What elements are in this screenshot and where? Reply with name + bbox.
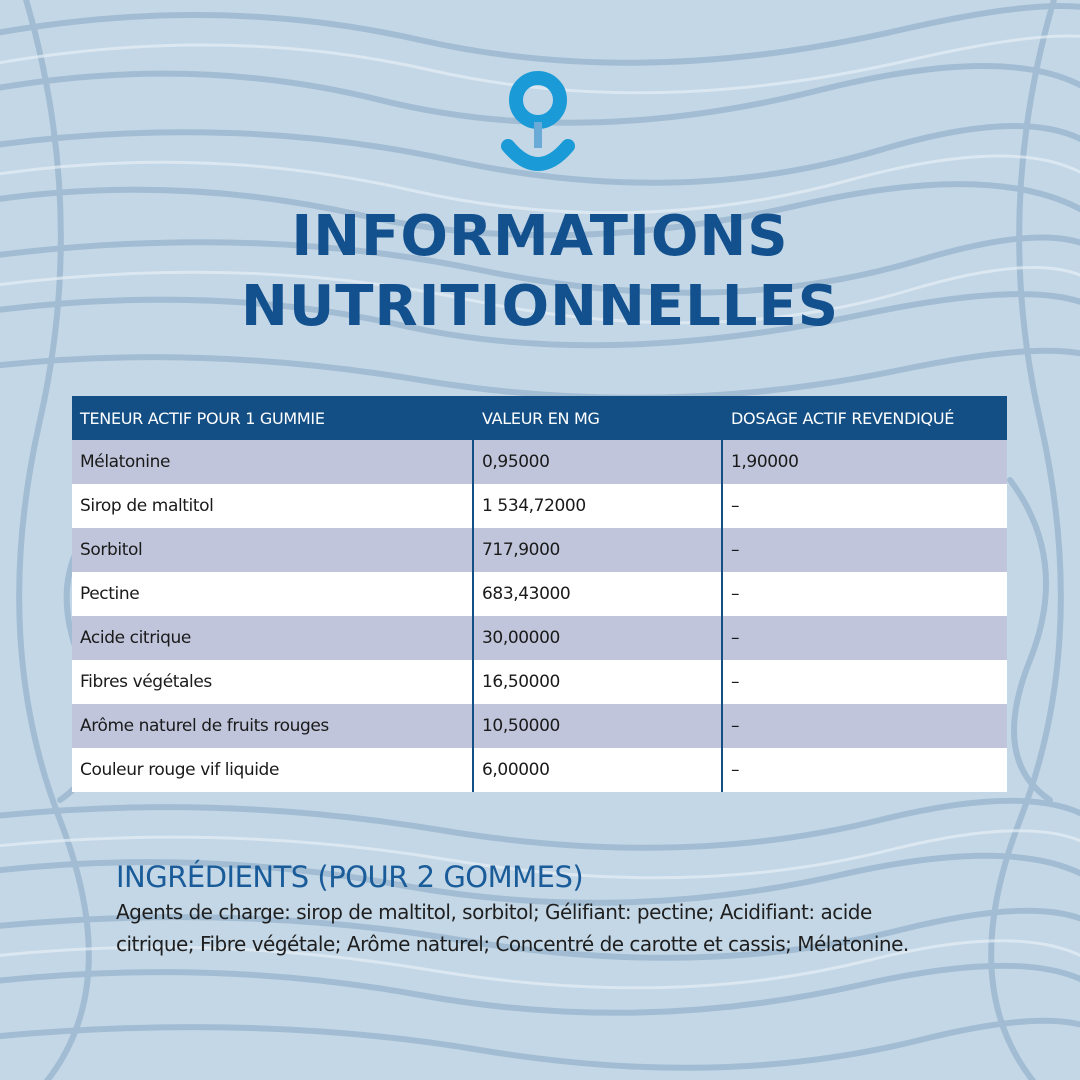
table-cell: Sorbitol: [72, 528, 473, 572]
table-cell: –: [722, 572, 1007, 616]
table-row: [72, 484, 1007, 528]
table-cell: –: [722, 528, 1007, 572]
nutrition-table: [72, 396, 1007, 792]
column-header: DOSAGE ACTIF REVENDIQUÉ: [722, 396, 1007, 440]
table-cell: Acide citrique: [72, 616, 473, 660]
table-row: [72, 440, 1007, 484]
title-line-1: INFORMATIONS: [291, 204, 789, 269]
table-cell: 0,95000: [473, 440, 722, 484]
table-cell: 6,00000: [473, 748, 722, 792]
table-cell: –: [722, 616, 1007, 660]
table-cell: –: [722, 748, 1007, 792]
table-row: [72, 616, 1007, 660]
ingredients-section: [116, 858, 936, 960]
table-row: [72, 660, 1007, 704]
table-row: [72, 528, 1007, 572]
title-line-2: NUTRITIONNELLES: [240, 274, 840, 339]
table-cell: 683,43000: [473, 572, 722, 616]
table-row: [72, 572, 1007, 616]
table-cell: 717,9000: [473, 528, 722, 572]
ingredients-title: INGRÉDIENTS (POUR 2 GOMMES): [116, 860, 584, 894]
table-cell: –: [722, 704, 1007, 748]
ingredients-text: Agents de charge: sirop de maltitol, sorbitol; Gélifiant: pectine; Acidifiant: acide citrique; Fibre végétale; Arôme naturel; Concentré de carotte et cassis; Mélatonine.: [116, 900, 909, 956]
table-cell: 30,00000: [473, 616, 722, 660]
column-header: VALEUR EN MG: [473, 396, 722, 440]
table-cell: 10,50000: [473, 704, 722, 748]
table-cell: Pectine: [72, 572, 473, 616]
table-cell: Couleur rouge vif liquide: [72, 748, 473, 792]
table-row: [72, 704, 1007, 748]
column-header: TENEUR ACTIF POUR 1 GUMMIE: [72, 396, 473, 440]
table-cell: 16,50000: [473, 660, 722, 704]
table-cell: Fibres végétales: [72, 660, 473, 704]
table-cell: Sirop de maltitol: [72, 484, 473, 528]
table-cell: 1,90000: [722, 440, 1007, 484]
table-row: [72, 748, 1007, 792]
table-cell: Arôme naturel de fruits rouges: [72, 704, 473, 748]
table-cell: 1 534,72000: [473, 484, 722, 528]
page-title: [0, 202, 1080, 342]
table-cell: –: [722, 660, 1007, 704]
table-cell: –: [722, 484, 1007, 528]
table-header-row: [72, 396, 1007, 440]
table-cell: Mélatonine: [72, 440, 473, 484]
pin-smile-logo-icon: [500, 70, 576, 174]
